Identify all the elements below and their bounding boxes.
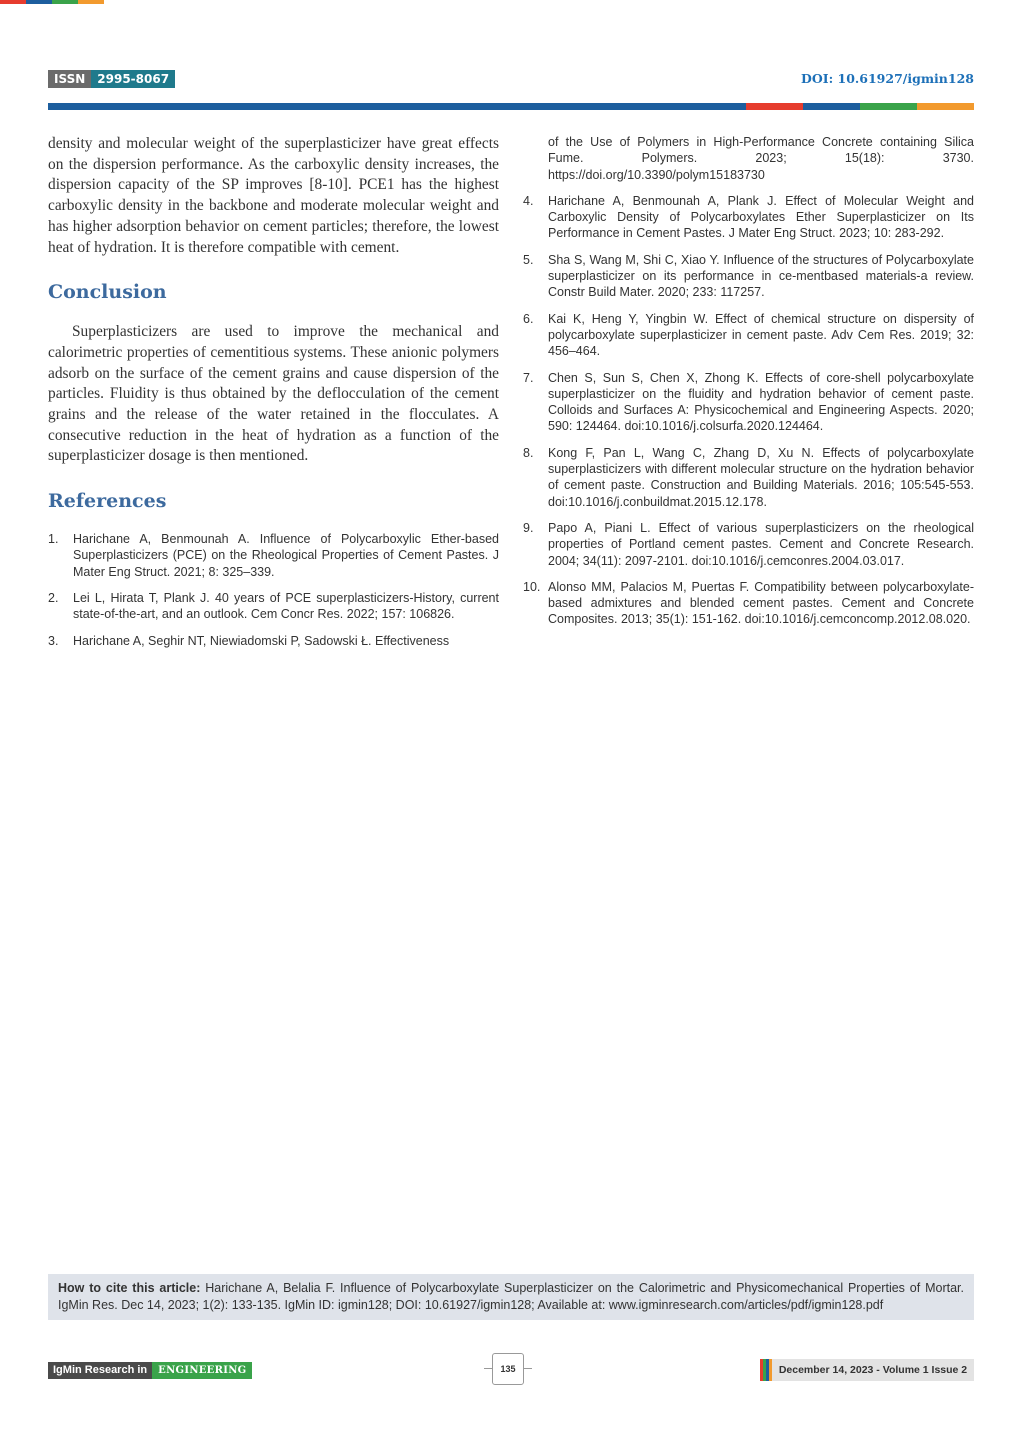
reference-item [48,531,499,580]
reference-number: 6. [523,311,534,326]
reference-item [523,311,974,360]
issue-badge [760,1359,974,1381]
journal-subject: ENGINEERING [152,1362,252,1379]
reference-number: 1. [48,532,59,547]
reference-item [523,370,974,435]
top-color-stripe [0,0,104,4]
reference-item [48,590,499,623]
issue-color-bars [760,1359,772,1381]
reference-text: Harichane A, Benmounah A. Influence of Polycarboxylic Ether-based Superplasticizers (PCE) on the Rheological Properties of Cement Pastes. J Mater Eng Struct. 2021; 8: 325–339. [73,532,499,579]
reference-item [523,520,974,569]
header-rule [48,103,974,110]
reference-text: Kong F, Pan L, Wang C, Zhang D, Xu N. Effects of polycarboxylate superplasticizers with different molecular structure on the hydration behavior of cement paste. Construction and Building Materials. 2016; 105:545-553. doi:10.1016/j.conbuildmat.2015.12.178. [548,445,974,509]
reference-number: 8. [523,445,534,460]
header-rule-main [48,103,746,110]
reference-text: Harichane A, Seghir NT, Niewiadomski P, Sadowski Ł. Effectiveness [73,633,450,648]
reference-text: Sha S, Wang M, Shi C, Xiao Y. Influence of the structures of Polycarboxylate superplasticizer on its performance in ce-mentbased materials-a review. Constr Build Mater. 2020; 233: 117257. [548,252,974,300]
citation-label: How to cite this article: [58,1281,201,1295]
conclusion-heading: Conclusion [48,281,167,304]
header-rule-red [746,103,803,110]
reference-number [523,134,548,183]
header-rule-green [860,103,917,110]
issn-badge [48,70,175,88]
issue-date: December 14, 2023 - Volume 1 Issue 2 [772,1359,974,1381]
stripe-blue [26,0,52,4]
reference-number: 10. [523,579,541,594]
reference-text: Alonso MM, Palacios M, Puertas F. Compatibility between polycarboxylate-based admixtures and blended cement pastes. Cement and Concrete Composites. 2013; 35(1): 151-162. doi:10.1016/j.cemconcomp.2012.08.020. [548,579,974,627]
right-column [523,134,974,638]
reference-item [523,445,974,510]
reference-item [523,252,974,301]
stripe-red [0,0,26,4]
stripe-green [52,0,78,4]
reference-text: Kai K, Heng Y, Yingbin W. Effect of chemical structure on dispersity of polycarboxylate superplasticizer in cement paste. Adv Cem Res. 2019; 32: 456–464. [548,311,974,359]
reference-text: Harichane A, Benmounah A, Plank J. Effect of Molecular Weight and Carboxylic Density of Polycarboxylates Ether Superplasticizer on Its Performance in Cement Pastes. J Mater Eng Struct. 2023; 10: 283-292. [548,193,974,241]
header-rule-blue [803,103,860,110]
reference-number: 3. [48,633,59,648]
reference-item [523,579,974,628]
reference-number: 5. [523,252,534,267]
reference-item-continued [523,134,974,183]
intro-paragraph: density and molecular weight of the superplasticizer have great effects on the dispersion performance. As the carboxylic density increases, the dispersion capacity of the SP improves [8-10]. PCE1 has the highest carboxylic density in the backbone and moderate molecular weight and has higher adsorption behavior on cement particles; therefore, the lowest heat of hydration. It is therefore compatible with cement. [48,135,499,256]
reference-item [523,193,974,242]
reference-list-left [48,531,499,649]
reference-list-right [523,134,974,628]
issn-label: ISSN [48,70,91,88]
citation-text: Harichane A, Belalia F. Influence of Polycarboxylate Superplasticizer on the Calorimetric and Physicomechanical Properties of Mortar. IgMin Res. Dec 14, 2023; 1(2): 133-135. IgMin ID: igmin128; DOI: 10.61927/igmin128; Available at: www.igminresearch.com/articles/pdf/igmin128.pdf [58,1281,964,1312]
page-number-box [484,1353,532,1385]
reference-number: 9. [523,520,534,535]
reference-text: Chen S, Sun S, Chen X, Zhong K. Effects of core-shell polycarboxylate superplasticizer on the fluidity and hydration behavior of cement paste. Colloids and Surfaces A: Physicochemical and Engineering Aspects. 2020; 590: 124464. doi:10.1016/j.colsurfa.2020.124464. [548,370,974,434]
reference-item [48,633,499,649]
reference-text: Lei L, Hirata T, Plank J. 40 years of PCE superplasticizers-History, current state-of-the-art, and an outlook. Cem Concr Res. 2022; 157: 106826. [73,591,499,622]
references-heading: References [48,490,167,513]
stripe-orange [78,0,104,4]
reference-number: 7. [523,370,534,385]
reference-number: 2. [48,591,59,606]
conclusion-paragraph: Superplasticizers are used to improve the mechanical and calorimetric properties of cementitious systems. These anionic polymers adsorb on the surface of the cement grains and cause dispersion of the particles. Fluidity is thus obtained by the deflocculation of the cement grains and the release of the water retained in the flocculates. A consecutive reduction in the heat of hydration as a function of the superplasticizer dosage is then mentioned. [48,323,499,465]
reference-text: Papo A, Piani L. Effect of various superplasticizers on the rheological properties of Portland cement pastes. Cement and Concrete Research. 2004; 34(11): 2097-2101. doi:10.1016/j.cemconres.2004.03.017. [548,520,974,568]
left-column [48,134,499,659]
reference-text[interactable]: of the Use of Polymers in High-Performance Concrete containing Silica Fume. Polymers. 2023; 15(18): 3730. https://doi.org/10.3390/polym15183730 [548,135,974,182]
header-rule-orange [917,103,974,110]
reference-number: 4. [523,193,534,208]
page-number: 135 [492,1353,524,1385]
citation-box [48,1274,974,1320]
doi-link[interactable]: DOI: 10.61927/igmin128 [801,71,974,86]
issn-value: 2995-8067 [91,70,175,88]
journal-badge [48,1362,252,1379]
journal-label: IgMin Research in [48,1362,152,1379]
